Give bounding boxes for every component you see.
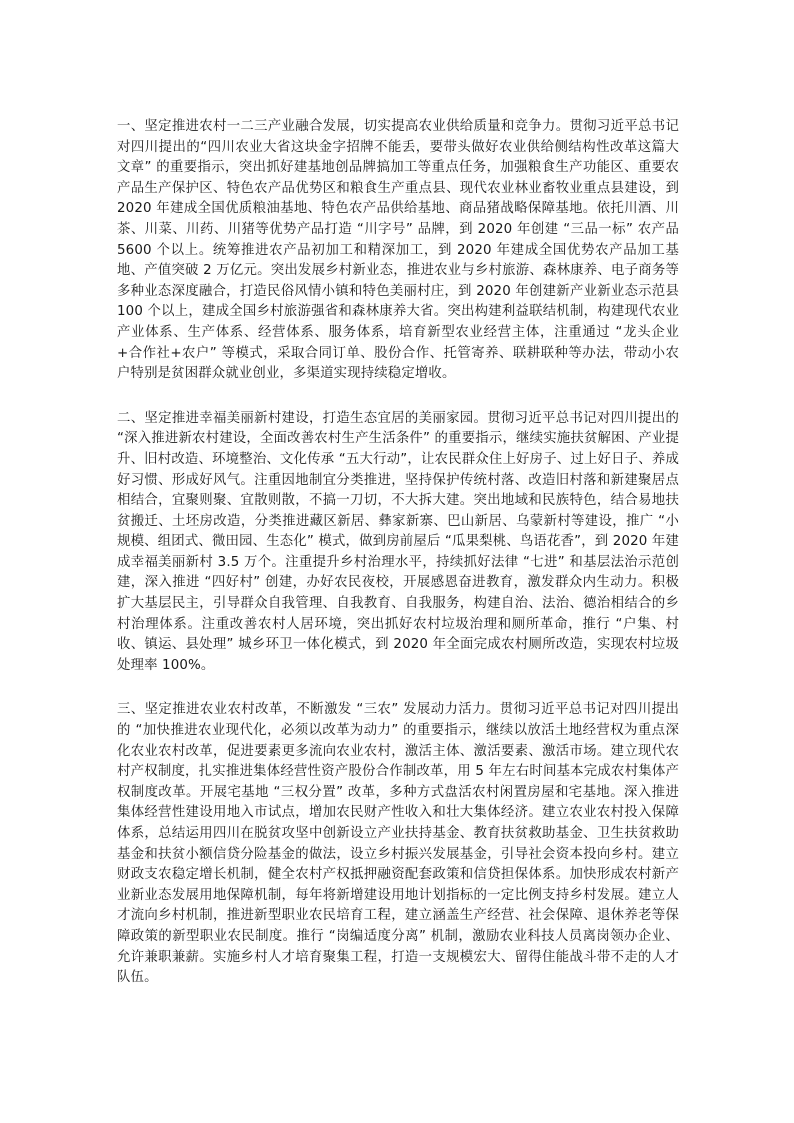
paragraph-new-village-construction: 二、坚定推进幸福美丽新村建设，打造生态宜居的美丽家园。贯彻习近平总书记对四川提出的 “深入推进新农村建设，全面改善农村生产生活条件” 的重要指示，继续实施扶贫解困、产业提升、旧村改造、环境整治、文化传承 “五大行动”，让农民群众住上好房子、过上好日子、养成好习惯、形成好风气。注重因地制宜分类推进，坚持保护传统村落、改造旧村落和新建聚居点相结合，宜聚则聚、宜散则散，不搞一刀切，不大拆大建。突出地域和民族特色，结合易地扶贫搬迁、土坯房改造，分类推进藏区新居、彝家新寨、巴山新居、乌蒙新村等建设，推广 “小规模、组团式、微田园、生态化” 模式，做到房前屋后 “瓜果梨桃、鸟语花香”，到 2020 年建成幸福美丽新村 3.5 万个。注重提升乡村治理水平，持续抓好法律 “七进” 和基层法治示范创建，深入推进 “四好村” 创建，办好农民夜校，开展感恩奋进教育，激发群众内生动力。积极扩大基层民主，引导群众自我管理、自我教育、自我服务，构建自治、法治、德治相结合的乡村治理体系。注重改善农村人居环境，突出抓好农村垃圾治理和厕所革命，推行 “户集、村收、镇运、县处理” 城乡环卫一体化模式，到 2020 年全面完成农村厕所改造，实现农村垃圾处理率 100%。 — [117, 410, 679, 673]
paragraph-rural-reform: 三、坚定推进农业农村改革，不断激发 “三农” 发展动力活力。贯彻习近平总书记对四川提出的 “加快推进农业现代化，必须以改革为动力” 的重要指示，继续以放活土地经营权为重点深化农业农村改革，促进要素更多流向农业农村，激活主体、激活要素、激活市场。建立现代农村产权制度，扎实推进集体经营性资产股份合作制改革，用 5 年左右时间基本完成农村集体产权制度改革。开展宅基地 “三权分置” 改革，多种方式盘活农村闲置房屋和宅基地。深入推进集体经营性建设用地入市试点，增加农民财产性收入和壮大集体经济。建立农业农村投入保障体系，总结运用四川在脱贫攻坚中创新设立产业扶持基金、教育扶贫救助基金、卫生扶贫救助基金和扶贫小额信贷分险基金的做法，设立乡村振兴发展基金，引导社会资本投向乡村。建立财政支农稳定增长机制，健全农村产权抵押融资配套政策和信贷担保体系。加快形成农村新产业新业态发展用地保障机制，每年将新增建设用地计划指标的一定比例支持乡村发展。建立人才流向乡村机制，推进新型职业农民培育工程，建立涵盖生产经营、社会保障、退休养老等保障政策的新型职业农民制度。推行 “岗编适度分离” 机制，激励农业科技人员离岗领办企业、允许兼职兼薪。实施乡村人才培育聚集工程，打造一支规模宏大、留得住能战斗带不走的人才队伍。 — [117, 702, 679, 986]
paragraph-industry-integration: 一、坚定推进农村一二三产业融合发展，切实提高农业供给质量和竞争力。贯彻习近平总书记对四川提出的“四川农业大省这块金字招牌不能丢，要带头做好农业供给侧结构性改革这篇大文章” 的重要指示，突出抓好建基地创品牌搞加工等重点任务，加强粮食生产功能区、重要农产品生产保护区、特色农产品优势区和粮食生产重点县、现代农业林业畜牧业重点县建设，到 2020 年建成全国优质粮油基地、特色农产品供给基地、商品猪战略保障基地。依托川酒、川茶、川菜、川药、川猪等优势产品打造 “川字号” 品牌，到 2020 年创建 “三品一标” 农产品 5600 个以上。统筹推进农产品初加工和精深加工，到 2020 年建成全国优势农产品加工基地、产值突破 2 万亿元。突出发展乡村新业态，推进农业与乡村旅游、森林康养、电子商务等多种业态深度融合，打造民俗风情小镇和特色美丽村庄，到 2020 年创建新产业新业态示范县 100 个以上，建成全国乡村旅游强省和森林康养大省。突出构建利益联结机制，构建现代农业产业体系、生产体系、经营体系、服务体系，培育新型农业经营主体，注重通过 “龙头企业+合作社+农户” 等模式，采取合同订单、股份合作、托管寄养、联耕联种等办法，带动小农户特别是贫困群众就业创业，多渠道实现持续稳定增收。 — [117, 119, 679, 382]
document-body — [117, 117, 679, 1013]
